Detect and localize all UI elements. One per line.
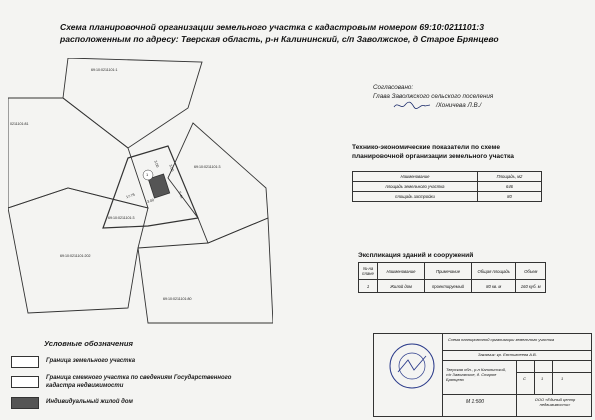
parcel-top xyxy=(63,58,202,148)
tep-table xyxy=(352,171,542,202)
stamp-sheet: 1 xyxy=(541,376,544,381)
table-header-cell: Наименование xyxy=(353,172,478,182)
parcel-left xyxy=(8,98,148,208)
table-cell: площадь земельного участка xyxy=(353,182,478,192)
stamp-address: Тверская обл., р-н Калининский, с/п Заволжское, д. Старое Брянцево xyxy=(446,367,507,382)
tep-title: Технико-экономические показатели по схеме планировочной организации земельного участка xyxy=(352,144,514,160)
table-cell: Жилой дом xyxy=(378,280,425,293)
seal-icon xyxy=(388,342,436,390)
parcel-bottom xyxy=(138,218,273,323)
stamp-customer: Заказчик: кр. Евстигнеева А.В. xyxy=(478,352,537,357)
legend-item-parcel: Граница земельного участка xyxy=(46,358,136,364)
dimension-label: 5.44 xyxy=(177,191,184,199)
parcel-label-mid: 69:10:0211101:3 xyxy=(108,216,135,220)
table-header-cell: № на плане xyxy=(359,263,378,280)
approval-block xyxy=(373,84,493,110)
table-cell: проектируемый xyxy=(425,280,472,293)
legend-swatch-parcel xyxy=(11,356,39,368)
table-header-cell: Наименование xyxy=(378,263,425,280)
table-header-cell: Площадь, м2 xyxy=(478,172,542,182)
table-row xyxy=(359,263,546,280)
house-number: 1 xyxy=(146,172,149,177)
explication-table xyxy=(358,262,546,293)
approval-line-2: Глава Заволжского сельского поселения xyxy=(373,92,494,100)
dimension-label: 17.75 xyxy=(125,192,136,200)
site-plan-drawing xyxy=(8,58,273,328)
stamp-company: ООО «Единый центр недвижимости» xyxy=(534,397,576,407)
table-cell: 80 кв. м xyxy=(472,280,516,293)
legend-swatch-house xyxy=(11,397,39,409)
table-row xyxy=(353,192,542,202)
parcel-label-left-bottom: 69:10:0211101:202 xyxy=(60,254,91,258)
legend-title: Условные обозначения xyxy=(44,339,133,348)
signature-icon xyxy=(393,99,431,111)
title-block xyxy=(373,333,592,417)
title-line-1: Схема планировочной организации земельного участка с кадастровым номером 69:10:0211101:3 xyxy=(60,22,485,32)
legend-item-house: Индивидуальный жилой дом xyxy=(46,399,133,405)
table-cell: 1 xyxy=(359,280,378,293)
table-cell: 160 куб. м xyxy=(516,280,546,293)
site-plan xyxy=(8,58,273,328)
title-line-2: расположенным по адресу: Тверская область, р-н Калининский, с/п Заволжское, д Старое Брянцево xyxy=(60,34,499,44)
table-header-cell: Объем xyxy=(516,263,546,280)
table-cell: 646 xyxy=(478,182,542,192)
legend-item-adjacent: Граница смежного участка по сведениям Государственного кадастра недвижимости xyxy=(46,375,232,389)
stamp-scale: М 1:500 xyxy=(466,399,485,405)
table-header-cell: Общая площадь xyxy=(472,263,516,280)
dimension-label: 3.00 xyxy=(146,198,155,204)
table-cell: площадь застройки xyxy=(353,192,478,202)
stamp-org: Схема планировочной организации земельного участка xyxy=(448,337,555,342)
dimension-label: 3.00 xyxy=(168,164,175,172)
explication-title: Экспликация зданий и сооружений xyxy=(358,252,474,259)
legend-swatch-adjacent xyxy=(11,376,39,388)
stamp-sheets: 1 xyxy=(561,376,564,381)
table-row xyxy=(359,280,546,293)
dimension-label: 3.00 xyxy=(153,160,160,168)
approval-line-3: /Хоничева Л.В./ xyxy=(436,101,482,109)
table-row xyxy=(353,182,542,192)
table-row xyxy=(353,172,542,182)
parcel-label-right: 69:10:0211101:3 xyxy=(194,165,221,169)
stamp-stage: С xyxy=(523,376,526,381)
table-cell: 80 xyxy=(478,192,542,202)
approval-line-1: Согласовано: xyxy=(373,84,414,91)
table-header-cell: Примечание xyxy=(425,263,472,280)
parcel-label-bottom: 69:10:0211101:80 xyxy=(163,297,192,301)
parcel-left-bottom xyxy=(8,188,148,313)
parcel-label-left: 0211101:81 xyxy=(10,122,29,126)
parcel-label-top: 69:10:0211101:1 xyxy=(91,68,118,72)
document-title xyxy=(60,21,560,45)
